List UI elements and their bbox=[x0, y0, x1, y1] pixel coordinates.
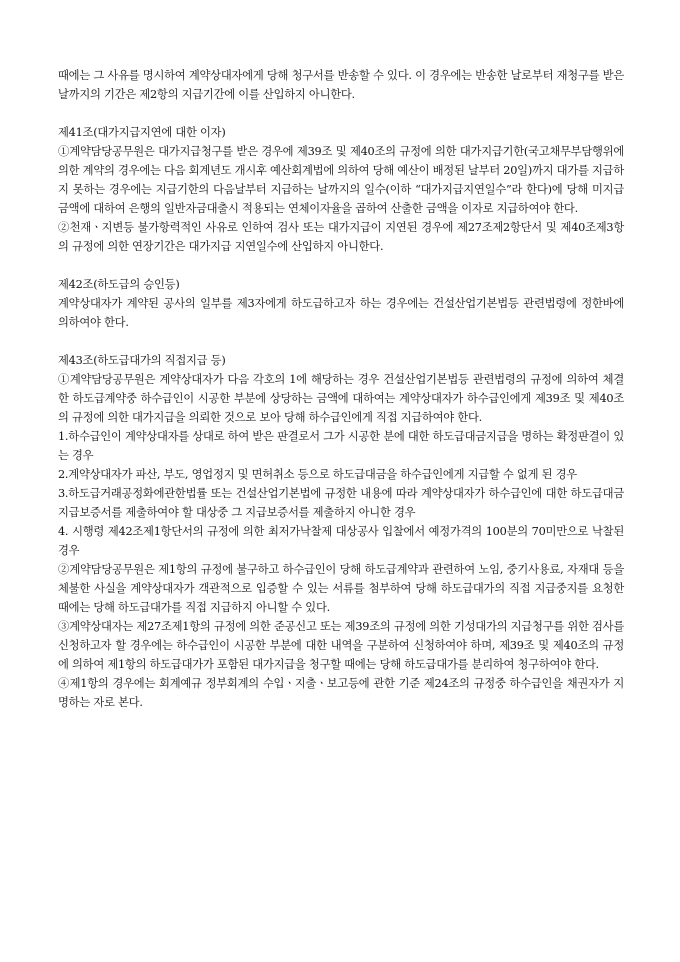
article-41-clause-1: ①계약담당공무원은 대가지급청구를 받은 경우에 제39조 및 제40조의 규정에 의한 대가지급기한(국고채무부담행위에 의한 계약의 경우에는 다음 회계년도 개시후 예산회계법에 의하여 당해 예산이 배정된 날부터 20일)까지 대가를 지급하지 못하는 경우에는 지급기한의 다음날부터 지급하는 날까지의 일수(이하 “대가지급지연일수”라 한다)에 당해 미지급금액에 대하여 은행의 일반자금대출시 적용되는 연체이자율을 곱하여 산출한 금액을 이자로 지급하여야 한다. bbox=[58, 145, 624, 215]
article-41-clause-2: ②천재ㆍ지변등 불가항력적인 사유로 인하여 검사 또는 대가지급이 지연된 경우에 제27조제2항단서 및 제40조제3항의 규정에 의한 연장기간은 대가지급 지연일수에 산입하지 아니한다. bbox=[58, 221, 624, 253]
article-43-title: 제43조(하도급대가의 직접지급 등) bbox=[58, 354, 226, 367]
spacer bbox=[58, 256, 624, 275]
intro-paragraph: 때에는 그 사유를 명시하여 계약상대자에게 당해 청구서를 반송할 수 있다. 이 경우에는 반송한 날로부터 재청구를 받은 날까지의 기간은 제2항의 지급기간에 이를 산입하지 아니한다. bbox=[58, 69, 624, 101]
spacer bbox=[58, 104, 624, 123]
article-43-clause-4: ④제1항의 경우에는 회계예규 정부회계의 수입ㆍ지출ㆍ보고등에 관한 기준 제24조의 규정중 하수급인을 채권자가 지명하는 자로 본다. bbox=[58, 677, 624, 709]
article-43-clause-3: ③계약상대자는 제27조제1항의 규정에 의한 준공신고 또는 제39조의 규정에 의한 기성대가의 지급청구를 위한 검사를 신청하고자 할 경우에는 하수급인이 시공한 부분에 대한 내역을 구분하여 신청하여야 하며, 제39조 및 제40조의 규정에 의하여 제1항의 하도급대가가 포함된 대가지급을 청구할 때에는 당해 하도급대가를 분리하여 청구하여야 한다. bbox=[58, 620, 624, 671]
article-41-title: 제41조(대가지급지연에 대한 이자) bbox=[58, 126, 226, 139]
article-43-clause-2: ②계약담당공무원은 제1항의 규정에 불구하고 하수급인이 당해 하도급계약과 관련하여 노임, 중기사용료, 자재대 등을 체불한 사실을 계약상대자가 객관적으로 입증할 수 있는 서류를 첨부하여 당해 하도급대가의 직접 지급중지를 요청한 때에는 당해 하도급대가를 직접 지급하지 아니할 수 있다. bbox=[58, 563, 624, 614]
article-42-body: 계약상대자가 계약된 공사의 일부를 제3자에게 하도급하고자 하는 경우에는 건설산업기본법등 관련법령에 정한바에 의하여야 한다. bbox=[58, 297, 624, 329]
article-43-clause-1: ①계약담당공무원은 계약상대자가 다음 각호의 1에 해당하는 경우 건설산업기본법등 관련법령의 규정에 의하여 체결한 하도급계약중 하수급인이 시공한 부분에 상당하는 금액에 대하여는 계약상대자가 하수급인에게 제39조 및 제40조의 규정에 의한 대가지급을 의뢰한 것으로 보아 당해 하수급인에게 직접 지급하여야 한다. bbox=[58, 373, 625, 424]
article-43-item-1: 1.하수급인이 계약상대자를 상대로 하여 받은 판결로서 그가 시공한 분에 대한 하도급대금지급을 명하는 확정판결이 있는 경우 bbox=[58, 430, 624, 462]
spacer bbox=[58, 332, 624, 351]
article-43-item-3: 3.하도급거래공정화에관한법률 또는 건설산업기본법에 규정한 내용에 따라 계약상대자가 하수급인에 대한 하도급대금 지급보증서를 제출하여야 할 대상중 그 지급보증서를 제출하지 아니한 경우 bbox=[58, 487, 624, 519]
article-43-item-2: 2.계약상대자가 파산, 부도, 영업정지 및 면허취소 등으로 하도급대금을 하수급인에게 지급할 수 없게 된 경우 bbox=[58, 468, 577, 481]
article-42-title: 제42조(하도급의 승인등) bbox=[58, 278, 180, 291]
article-43-item-4: 4. 시행령 제42조제1항단서의 규정에 의한 최저가낙찰제 대상공사 입찰에서 예정가격의 100분의 70미만으로 낙찰된 경우 bbox=[58, 525, 624, 557]
